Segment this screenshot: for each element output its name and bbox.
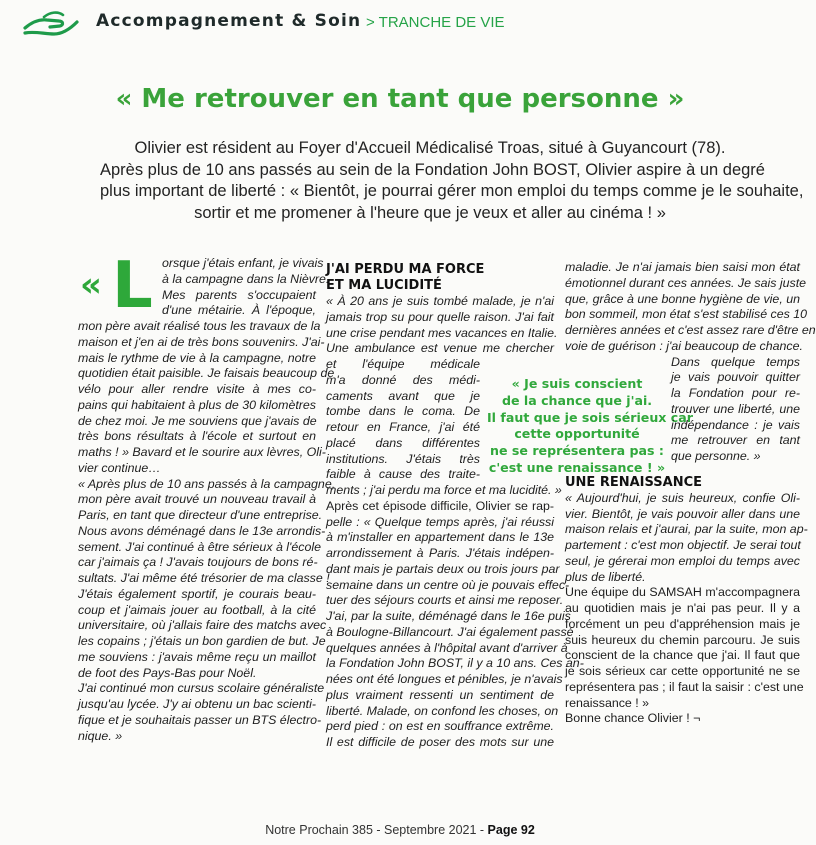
body-line: « À 20 ans je suis tombé malade, je n'ai — [326, 294, 554, 308]
body-line: plus vraiment ressenti un sentiment de — [326, 687, 554, 702]
body-line: à m'installer en appartement dans le 13e — [326, 530, 554, 545]
body-line: arrondissement à Paris. J'étais indépen- — [326, 546, 554, 560]
body-line: une crise pendant mes vacances en Italie. — [326, 325, 558, 340]
body-line: mon père avait réalisé tous les travaux de la — [78, 319, 321, 333]
column-left — [78, 249, 336, 744]
body-line: J'étais également sportif, je courais beau- — [78, 586, 316, 601]
body-line: institutions. J'étais très — [326, 451, 480, 466]
body-line: jamais trop su pour quelle raison. J'ai fait — [326, 309, 554, 324]
body-line: sultats. J'ai même été trésorier de ma classe ! — [78, 571, 330, 585]
body-line: fique et je souhaitais passer un BTS électro- — [78, 712, 322, 727]
body-line: maison et j'en ai de très bons souvenirs. J'ai- — [78, 334, 325, 349]
drop-cap-letter: L — [112, 249, 153, 323]
body-line: vier continue… — [78, 460, 161, 475]
body-line: Mes parents s'occupaient — [162, 287, 316, 302]
pull-quote-line: de la chance que j'ai. — [501, 392, 653, 408]
body-line: pelle : « Quelque temps après, j'ai réussi — [326, 514, 554, 529]
body-line: partement : c'est mon objectif. Je serai tout — [565, 538, 801, 552]
standfirst-line: Après plus de 10 ans passés au sein de la Fondation John BOST, Olivier aspire à un degré — [100, 160, 765, 179]
body-line: bon sommeil, mon état s'est stabilisé ces 10 — [565, 307, 808, 322]
body-line: je sois sérieux car cette opportunité ne se — [565, 664, 800, 678]
body-line: que personne. » — [671, 449, 761, 463]
pull-quote-line: ne se représentera pas : — [490, 443, 664, 459]
body-line: d'une métairie. À l'époque, — [162, 303, 316, 318]
body-line: maths ! » Bavard et le sourire aux lèvres, Oli- — [78, 445, 326, 459]
footer-issue: Notre Prochain 385 - Septembre 2021 - — [265, 823, 488, 837]
body-line: pains qui habitaient à plus de 30 kilomètres — [78, 397, 316, 412]
body-line: vier. Bientôt, je vais pouvoir aller dans une — [565, 506, 800, 521]
body-line: indépendance : je vais — [671, 417, 800, 432]
body-line: maladie. Je n'ai jamais bien saisi mon état — [565, 260, 800, 274]
body-line: car j'aimais ça ! J'avais toujours de bons ré- — [78, 555, 318, 570]
body-line: de foot des Pays-Bas pour Noël. — [78, 665, 257, 680]
standfirst-line: plus important de liberté : « Bientôt, je pourrai gérer mon emploi du temps comme je le souhaite, — [100, 182, 804, 200]
body-line: renaissance ! » — [565, 695, 650, 710]
body-line: J'ai continué mon cursus scolaire généraliste — [78, 681, 325, 696]
body-line: liberté. Malade, on confond les choses, on — [326, 703, 559, 718]
article-standfirst — [100, 138, 804, 224]
subheading: J'AI PERDU MA FORCE — [326, 262, 485, 277]
body-line: de chez moi. Je me souviens que j'avais de — [78, 413, 317, 428]
subheading: UNE RENAISSANCE — [565, 474, 703, 490]
body-line: me souviens : j'avais même reçu un maillot — [78, 649, 316, 664]
body-line: sement. J'ai continué à être sérieux à l'école — [78, 539, 322, 554]
body-line: faible à cause des traite- — [326, 467, 480, 482]
body-line: forcément un peu d'appréhension mais je — [565, 616, 800, 631]
standfirst-line: Olivier est résident au Foyer d'Accueil Médicalisé Troas, situé à Guyancourt (78). — [134, 139, 726, 157]
body-line: quelques années à l'hôpital avant d'arriver à — [326, 640, 568, 655]
body-line: la Fondation John BOST, il y a 10 ans. Ces an- — [326, 656, 584, 671]
body-line: Dans quelque temps — [671, 354, 800, 369]
body-line: seul, je gérerai mon emploi du temps avec — [565, 553, 800, 568]
body-line: m'a donné des médi- — [326, 372, 480, 387]
body-line: au quotidien mais je n'ai pas peur. Il y a — [565, 601, 800, 615]
body-line: tombe dans le coma. De — [326, 404, 480, 419]
body-line: ments ; j'ai perdu ma force et ma lucidité. » — [326, 483, 562, 497]
body-line: trouver une liberté, une — [671, 401, 800, 416]
page-number: Page 92 — [487, 823, 535, 837]
subheading: ET MA LUCIDITÉ — [326, 278, 442, 293]
body-line: placé dans différentes — [326, 435, 480, 450]
body-line: dernières années et c'est assez rare d'être en — [565, 323, 816, 337]
body-line: me retrouver en tant — [671, 433, 800, 448]
body-line: « Aujourd'hui, je suis heureux, confie Oli- — [565, 490, 800, 505]
body-line: Après cet épisode difficile, Olivier se rap- — [326, 498, 554, 513]
body-line: quotidien était paisible. Je faisais beaucoup de — [78, 366, 335, 381]
hand-icon — [22, 8, 80, 38]
body-line: nées ont été longues et pénibles, je n'avais — [326, 672, 563, 686]
standfirst-line: sortir et me promener à l'heure que je veux et aller au cinéma ! » — [194, 203, 666, 222]
pull-quote-line: Il faut que je sois sérieux car — [487, 409, 693, 425]
body-line: universitaire, où j'allais faire des matchs avec — [78, 618, 327, 633]
body-line: Nous avons déménagé dans le 13e arrondis- — [78, 523, 326, 538]
page-header — [0, 0, 800, 44]
column-right — [565, 260, 816, 727]
body-line: J'ai, par la suite, déménagé dans le 16e puis — [326, 609, 571, 623]
body-line: « Après plus de 10 ans passés à la campagne, — [78, 476, 336, 491]
body-line: et l'équipe médicale — [326, 357, 480, 371]
body-line: tuer des séjours courts et ainsi me reposer. — [326, 593, 564, 608]
body-line: coup et j'aimais jouer au football, à la cité — [78, 602, 316, 617]
body-line: suis heureux du chemin parcouru. Je suis — [565, 632, 800, 647]
body-line: très bons résultats à l'école et surtout en — [78, 429, 316, 444]
body-line: nique. » — [78, 728, 123, 743]
body-line: Une ambulance est venue me chercher — [326, 341, 554, 356]
pull-quote-line: « Je suis conscient — [511, 376, 643, 391]
section-title: Accompagnement & Soin — [96, 11, 362, 31]
body-line: orsque j'étais enfant, je vivais — [162, 256, 324, 270]
body-line: perd pied : on est en souffrance extrême. — [326, 719, 554, 734]
rubric-label: > TRANCHE DE VIE — [366, 14, 505, 31]
body-line: mais le rythme de vie à la campagne, notre — [78, 350, 316, 365]
body-line: retour en France, j'ai été — [326, 420, 480, 434]
article-title: « Me retrouver en tant que personne » — [115, 84, 685, 114]
body-line: à la campagne dans la Nièvre. — [162, 271, 330, 286]
body-line: je vais pouvoir quitter — [671, 370, 800, 385]
body-line: à Boulogne-Billancourt. J'ai également passé — [326, 624, 574, 639]
body-line: dant mais je partais deux ou trois jours par — [326, 561, 560, 576]
body-line: voie de guérison : j'ai beaucoup de chance. — [565, 338, 803, 353]
body-line: conscient de la chance que j'ai. Il faut que — [565, 648, 800, 663]
drop-cap-quote: « — [80, 265, 102, 305]
body-line: maison relais et j'aurai, par la suite, mon ap- — [565, 522, 808, 537]
body-line: semaine dans un centre où je pouvais effec- — [326, 577, 570, 592]
pull-quote-line: cette opportunité — [514, 426, 640, 442]
body-line: caments avant que je — [326, 388, 480, 403]
body-line: la Fondation pour re- — [671, 386, 800, 400]
body-line: Il est difficile de poser des mots sur une — [326, 735, 554, 749]
body-line: jusqu'au lycée. J'y ai obtenu un bac scienti- — [78, 697, 316, 711]
body-line: Bonne chance Olivier ! ¬ — [565, 711, 701, 726]
body-line: que, grâce à une bonne hygiène de vie, un — [565, 291, 800, 306]
pull-quote-line: c'est une renaissance ! » — [488, 459, 666, 475]
body-line: Une équipe du SAMSAH m'accompagnera — [565, 585, 800, 600]
page-footer — [0, 823, 800, 837]
body-line: vélo pour aller rendre visite à mes co- — [78, 382, 316, 396]
body-line: plus de liberté. — [565, 569, 646, 584]
body-line: mon père avait trouvé un nouveau travail à — [78, 492, 316, 507]
body-line: représentera pas ; il faut la saisir : c'est une — [565, 679, 804, 694]
body-line: Paris, en tant que directeur d'une entreprise. — [78, 508, 323, 522]
body-line: les copains ; j'étais un bon gardien de but. Je — [78, 634, 326, 648]
body-line: émotionnel durant ces années. Je sais juste — [565, 275, 807, 290]
